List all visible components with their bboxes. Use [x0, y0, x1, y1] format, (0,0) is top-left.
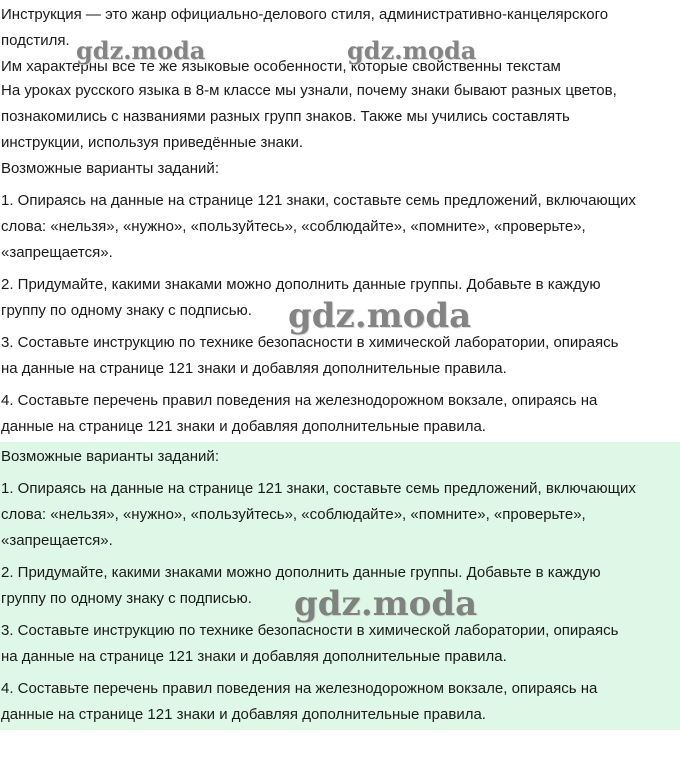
lesson-paragraph — [0, 78, 680, 156]
task-item — [1, 388, 680, 440]
intro-partial-line: Им характерны все те же языковые особенности, которые свойственны текстам — [1, 58, 561, 75]
task-line: на данные на странице 121 знаки и добавляя дополнительные правила. — [1, 648, 507, 665]
task-item — [1, 330, 680, 382]
task-line: 3. Составьте инструкцию по технике безопасности в химической лаборатории, опираясь — [1, 334, 619, 351]
task-line: 4. Составьте перечень правил поведения на железнодорожном вокзале, опираясь на — [1, 680, 598, 697]
task-line: группу по одному знаку с подписью. — [1, 302, 252, 319]
task-item — [1, 476, 680, 554]
task-line: слова: «нельзя», «нужно», «пользуйтесь», «соблюдайте», «помните», «проверьте», — [1, 506, 586, 523]
task-line: группу по одному знаку с подписью. — [1, 590, 252, 607]
section-heading: Возможные варианты заданий: — [1, 448, 219, 465]
lesson-line: На уроках русского языка в 8-м классе мы узнали, почему знаки бывают разных цветов, — [1, 82, 617, 99]
watermark-logo: gdz.moda — [294, 584, 478, 624]
task-line: 2. Придумайте, какими знаками можно дополнить данные группы. Добавьте в каждую — [1, 276, 601, 293]
task-item — [1, 676, 680, 728]
section-heading: Возможные варианты заданий: — [1, 160, 219, 177]
watermark-logo: gdz.moda — [76, 36, 206, 65]
task-line: 1. Опираясь на данные на странице 121 знаки, составьте семь предложений, включающих — [1, 480, 636, 497]
lesson-line: познакомились с названиями разных групп знаков. Также мы учились составлять — [1, 108, 570, 125]
task-line: 4. Составьте перечень правил поведения на железнодорожном вокзале, опираясь на — [1, 392, 598, 409]
task-line: «запрещается». — [1, 532, 113, 549]
lesson-line: инструкции, используя приведённые знаки. — [1, 134, 304, 151]
task-line: 2. Придумайте, какими знаками можно дополнить данные группы. Добавьте в каждую — [1, 564, 601, 581]
task-line: слова: «нельзя», «нужно», «пользуйтесь», «соблюдайте», «помните», «проверьте», — [1, 218, 586, 235]
task-item — [1, 188, 680, 266]
task-item — [1, 618, 680, 670]
intro-line: Инструкция — это жанр официально-делового стиля, административно-канцелярского — [1, 6, 609, 23]
task-line: 1. Опираясь на данные на странице 121 знаки, составьте семь предложений, включающих — [1, 192, 636, 209]
watermark-logo: gdz.moda — [347, 36, 477, 65]
task-line: данные на странице 121 знаки и добавляя дополнительные правила. — [1, 706, 486, 723]
task-line: 3. Составьте инструкцию по технике безопасности в химической лаборатории, опираясь — [1, 622, 619, 639]
task-line: «запрещается». — [1, 244, 113, 261]
task-line: данные на странице 121 знаки и добавляя дополнительные правила. — [1, 418, 486, 435]
task-line: на данные на странице 121 знаки и добавляя дополнительные правила. — [1, 360, 507, 377]
watermark-logo: gdz.moda — [288, 296, 472, 336]
intro-line: подстиля. — [1, 32, 70, 49]
